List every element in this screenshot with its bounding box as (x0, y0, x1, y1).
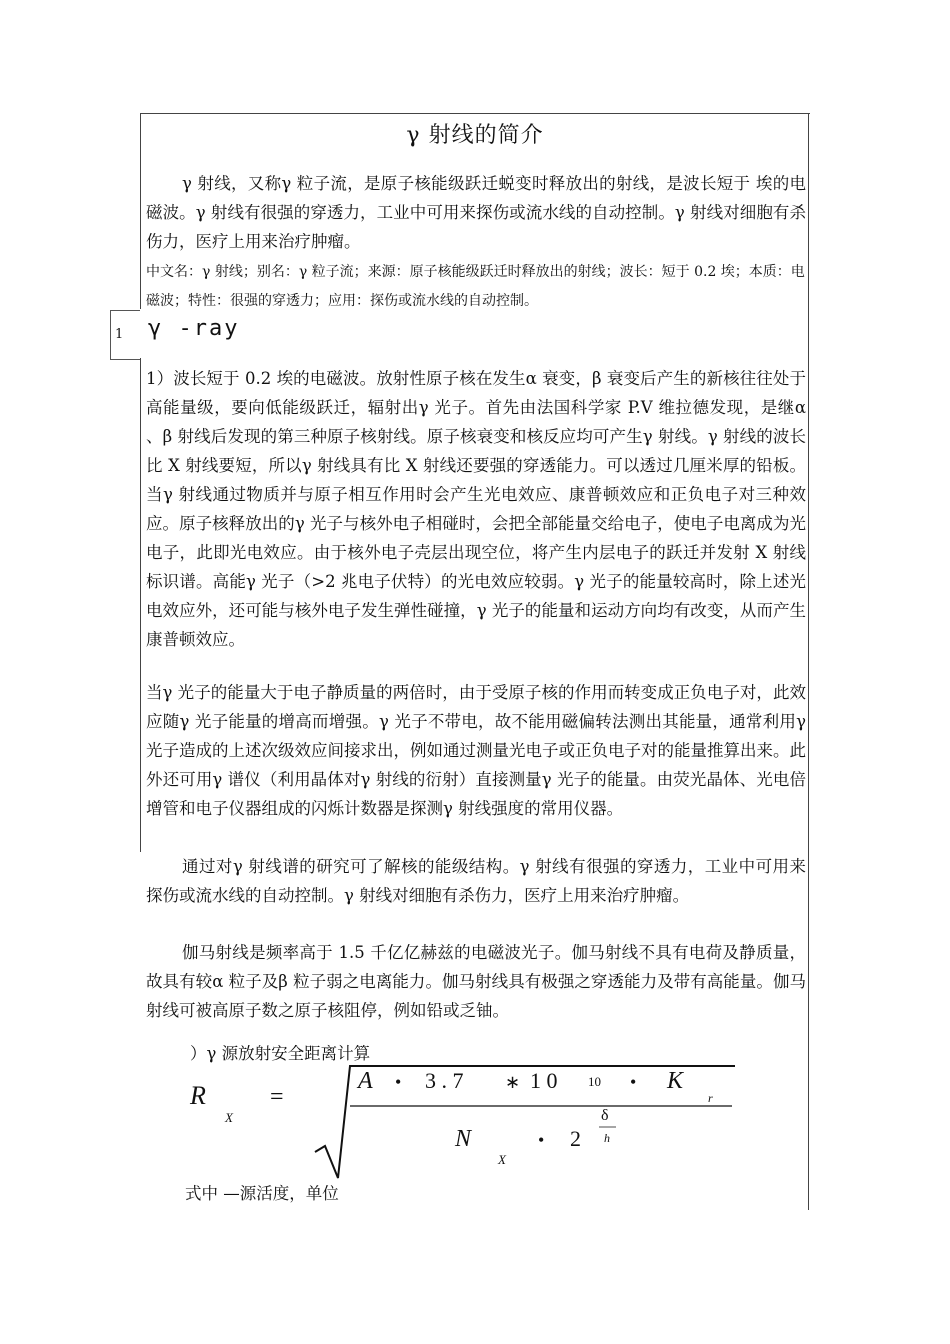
formula-lhs-subscript: X (225, 1110, 233, 1125)
frame-top-border (140, 113, 810, 114)
section-heading: γ -ray (148, 316, 240, 341)
body-paragraph-1: 1）波长短于 0.2 埃的电磁波。放射性原子核在发生α 衰变，β 衰变后产生的新核往往处于高能量级，要向低能级跃迁，辐射出γ 光子。首先由法国科学家 P.V 维拉德发现，是继α 、β 射线后发现的第三种原子核射线。原子核衰变和核反应均可产生γ 射线。γ 射线的波长比 X 射线要短，所以γ 射线具有比 X 射线还要强的穿透能力。可以透过几厘米厚的铅板。当γ 射线通过物质并与原子相互作用时会产生光电效应、康普顿效应和正负电子对三种效应。原子核释放出的γ 光子与核外电子相碰时，会把全部能量交给电子，使电子电离成为光电子，此即光电效应。由于核外电子壳层出现空位，将产生内层电子的跃迁并发射 X 射线标识谱。高能γ 光子（>2 兆电子伏特）的光电效应较弱。γ 光子的能量较高时，除上述光电效应外，还可能与核外电子发生弹性碰撞，γ 光子的能量和运动方向均有改变，从而产生康普顿效应。 (146, 369, 806, 649)
formula-two: 2 (570, 1126, 581, 1151)
formula-dot: • (395, 1072, 402, 1092)
body-paragraph-4: 伽马射线是频率高于 1.5 千亿亿赫兹的电磁波光子。伽马射线不具有电荷及静质量，故具有较α 粒子及β 粒子弱之电离能力。伽马射线具有极强之穿透能力及带有高能量。伽马射线可被高原子数之原子核阻停，例如铅或乏铀。 (146, 943, 806, 1020)
formula-equals: = (270, 1084, 284, 1110)
body-paragraph-3: 通过对γ 射线谱的研究可了解核的能级结构。γ 射线有很强的穿透力，工业中可用来探伤或流水线的自动控制。γ 射线对细胞有杀伤力，医疗上用来治疗肿瘤。 (146, 857, 806, 905)
formula-constant: 3 . 7 (425, 1068, 464, 1093)
formula-explanation: 式中 —源活度，单位 (185, 1184, 339, 1203)
formula-dot: • (630, 1072, 637, 1092)
safety-distance-formula (180, 1060, 740, 1180)
section-number-marker: 1 (110, 310, 140, 360)
formula-dot: • (538, 1130, 545, 1150)
formula-K: K (667, 1068, 684, 1094)
formula-times: ∗ (505, 1072, 521, 1092)
intro-paragraph: γ 射线，又称γ 粒子流，是原子核能级跃迁蜕变时释放出的射线，是波长短于 埃的电磁波。γ 射线有很强的穿透力，工业中可用来探伤或流水线的自动控制。γ 射线对细胞有杀伤力，医疗上用来治疗肿瘤。 (146, 174, 806, 251)
formula-ten: 1 0 (530, 1068, 558, 1093)
page-title: γ 射线的简介 (406, 123, 544, 148)
formula-exponent: 10 (588, 1074, 601, 1089)
formula-h: h (604, 1131, 610, 1145)
formula-lhs: R (190, 1081, 206, 1110)
formula-numerator-A: A (358, 1068, 373, 1094)
frame-left-border (140, 358, 141, 852)
formula-denominator-N: N (455, 1126, 472, 1152)
formula-caption: ）γ 源放射安全距离计算 (190, 1044, 371, 1063)
body-paragraph-2: 当γ 光子的能量大于电子静质量的两倍时，由于受原子核的作用而转变成正负电子对，此效应随γ 光子能量的增高而增强。γ 光子不带电，故不能用磁偏转法测出其能量，通常利用γ 光子造成的上述次级效应间接求出，例如通过测量光电子或正负电子对的能量推算出来。此外还可用γ 谱仪（利用晶体对γ 射线的衍射）直接测量γ 光子的能量。由荧光晶体、光电倍增管和电子仪器组成的闪烁计数器是探测γ 射线强度的常用仪器。 (146, 683, 806, 818)
infobox-text: 中文名：γ 射线；别名：γ 粒子流；来源：原子核能级跃迁时释放出的射线；波长：短于 0.2 埃；本质：电磁波；特性：很强的穿透力；应用：探伤或流水线的自动控制。 (146, 264, 805, 309)
formula-delta: δ (601, 1107, 609, 1124)
formula-K-subscript: r (708, 1091, 713, 1105)
frame-right-border (808, 113, 809, 1210)
formula-N-subscript: X (498, 1152, 506, 1167)
